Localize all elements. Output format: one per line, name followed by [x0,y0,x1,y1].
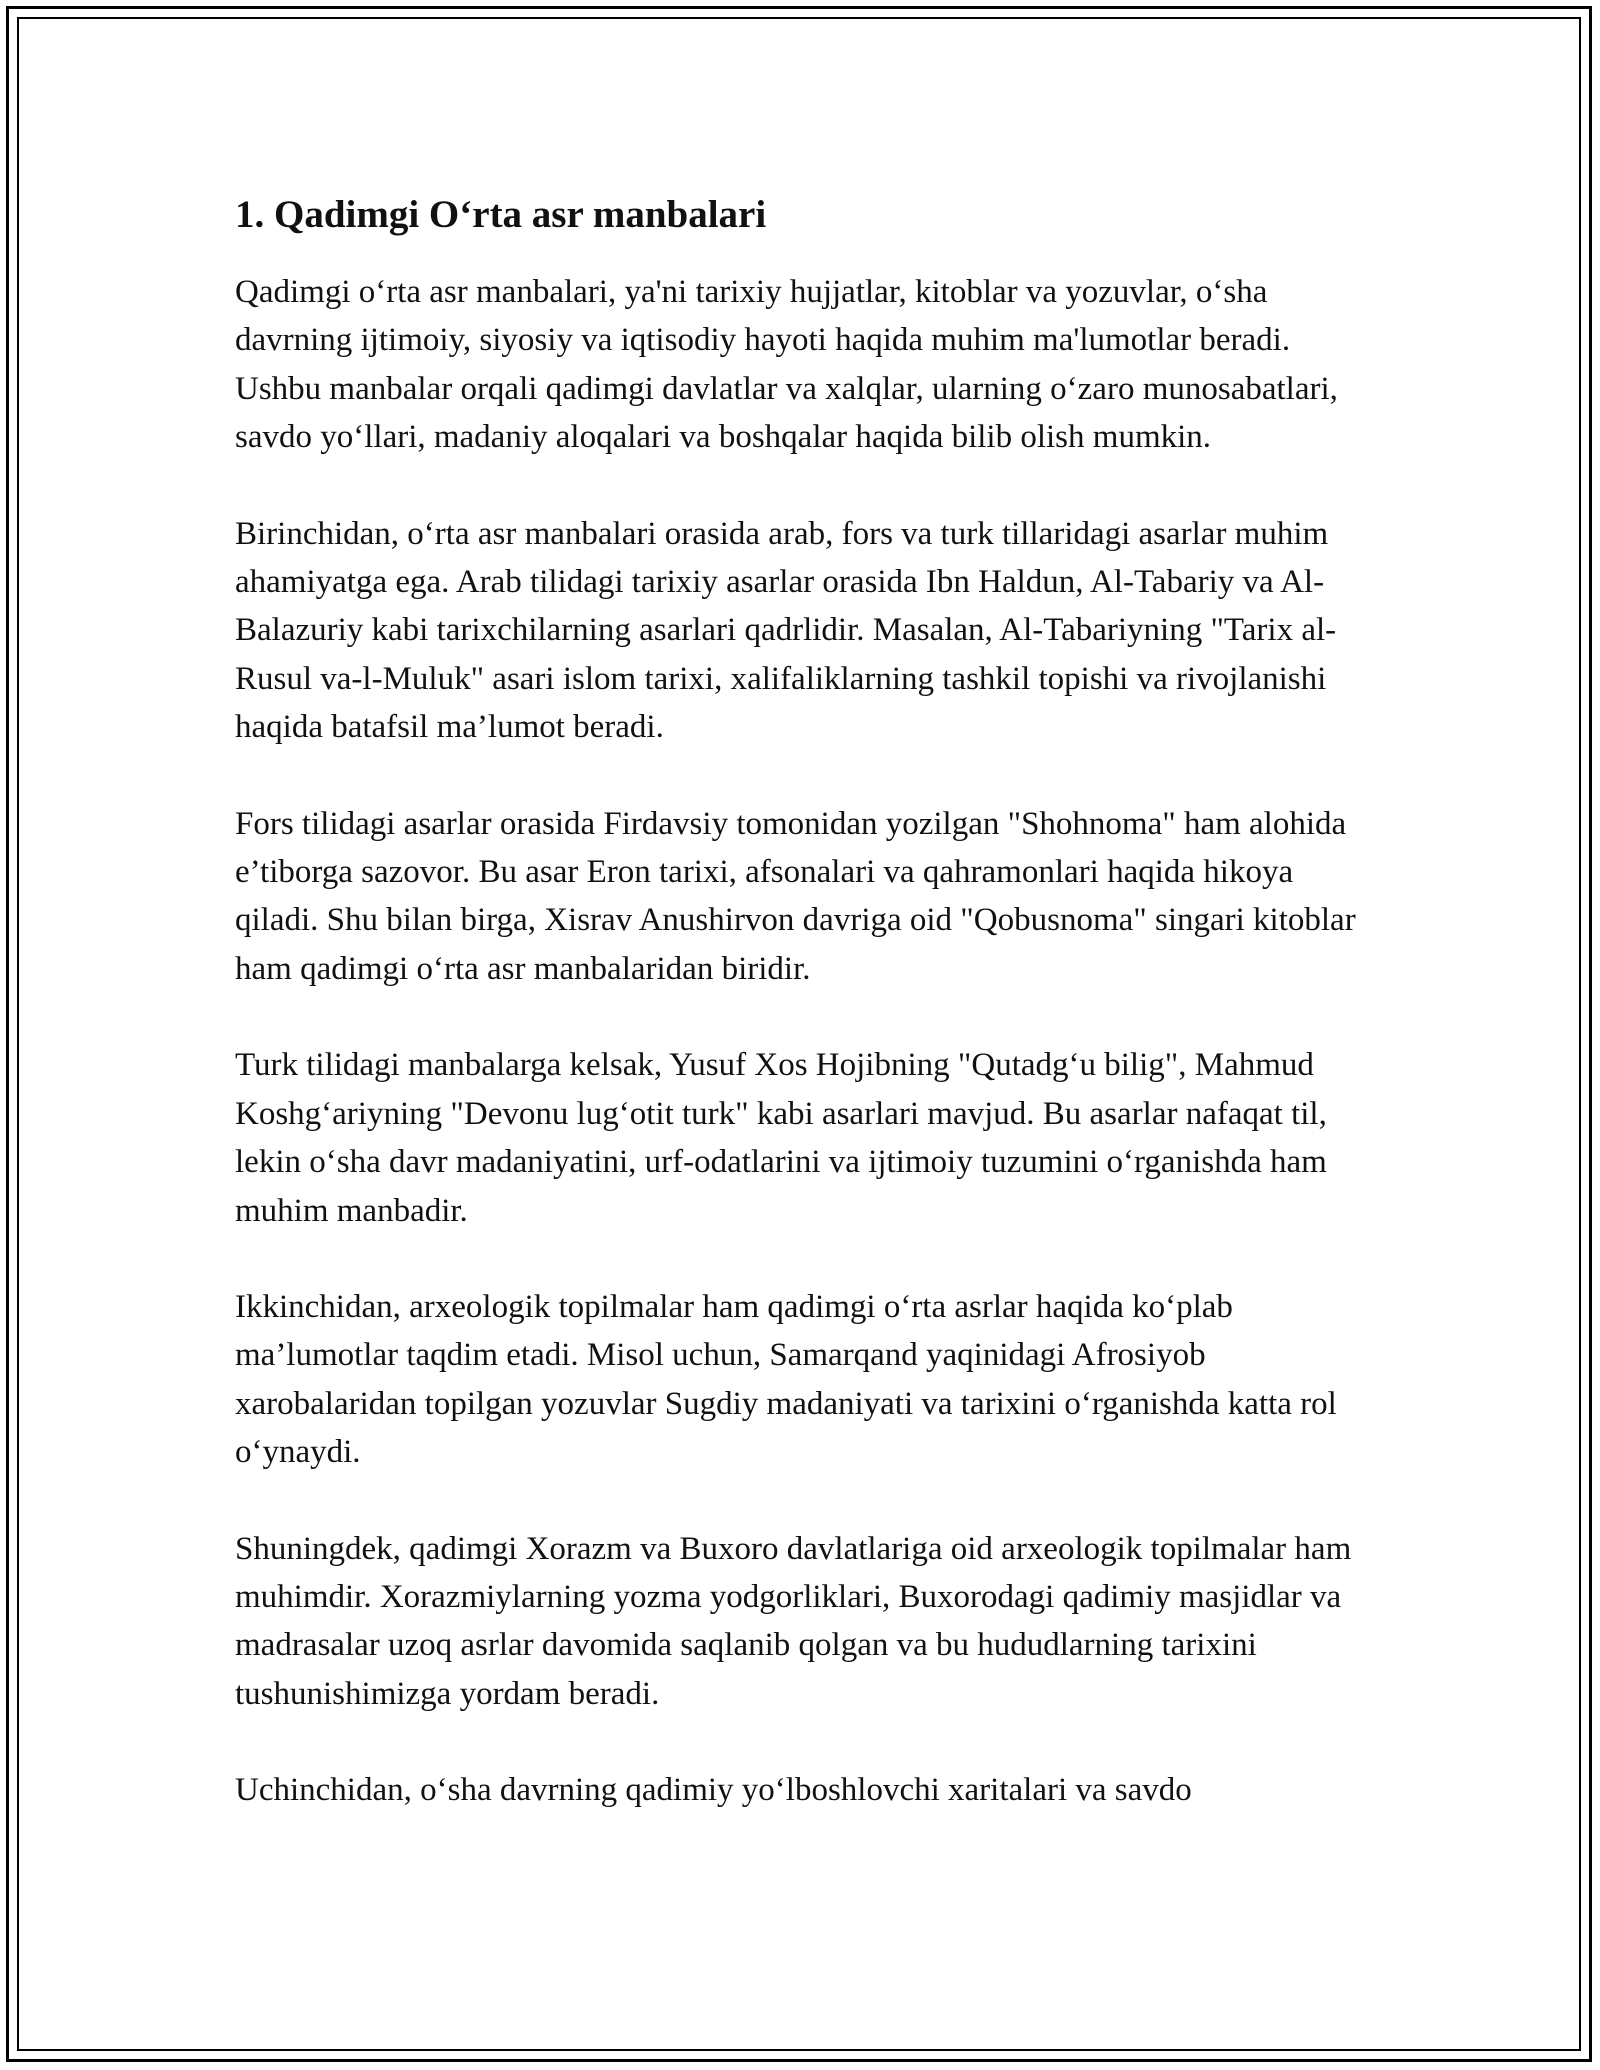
paragraph-intro: Qadimgi o‘rta asr manbalari, ya'ni tarixiy hujjatlar, kitoblar va yozuvlar, o‘sha davrning ijtimoiy, siyosiy va iqtisodiy hayoti haqida muhim ma'lumotlar beradi. Ushbu manbalar orqali qadimgi davlatlar va xalqlar, ularning o‘zaro munosabatlari, savdo yo‘llari, madaniy aloqalari va boshqalar haqida bilib olish mumkin. [235,274,1338,456]
paragraph-persian-sources: Fors tilidagi asarlar orasida Firdavsiy tomonidan yozilgan "Shohnoma" ham alohida e’tiborga sazovor. Bu asar Eron tarixi, afsonalari va qahramonlari haqida hikoya qiladi. Shu bilan birga, Xisrav Anushirvon davriga oid "Qobusnoma" singari kitoblar ham qadimgi o‘rta asr manbalaridan biridir. [235,805,1356,987]
paragraph-archaeology: Ikkinchidan, arxeologik topilmalar ham qadimgi o‘rta asrlar haqida ko‘plab ma’lumotlar taqdim etadi. Misol uchun, Samarqand yaqinidagi Afrosiyob xarobalaridan topilgan yozuvlar Sugdiy madaniyati va tarixini o‘rganishda katta rol o‘ynaydi. [235,1288,1337,1471]
paragraph-maps-trade: Uchinchidan, o‘sha davrning qadimiy yo‘lboshlovchi xaritalari va savdo [235,1772,1192,1809]
paragraph-arabic-sources: Birinchidan, o‘rta asr manbalari orasida arab, fors va turk tillaridagi asarlar muhim ahamiyatga ega. Arab tilidagi tarixiy asarlar orasida Ibn Haldun, Al-Tabariy va Al-Balazuriy kabi tarixchilarning asarlari qadrlidir. Masalan, Al-Tabariyning "Tarix al-Rusul va-l-Muluk" asari islom tarixi, xalifaliklarning tashkil topishi va rivojlanishi haqida batafsil ma’lumot beradi. [235,515,1337,746]
document-body [235,190,1365,1863]
paragraph-khorezm-bukhara: Shuningdek, qadimgi Xorazm va Buxoro davlatlariga oid arxeologik topilmalar ham muhimdir. Xorazmiylarning yozma yodgorliklari, Buxorodagi qadimiy masjidlar va madrasalar uzoq asrlar davomida saqlanib qolgan va bu hududlarning tarixini tushunishimizga yordam beradi. [235,1530,1352,1712]
paragraph-turkic-sources: Turk tilidagi manbalarga kelsak, Yusuf Xos Hojibning "Qutadg‘u bilig", Mahmud Koshg‘ariyning "Devonu lug‘otit turk" kabi asarlari mavjud. Bu asarlar nafaqat til, lekin o‘sha davr madaniyatini, urf-odatlarini va ijtimoiy tuzumini o‘rganishda ham muhim manbadir. [235,1047,1327,1229]
section-heading: 1. Qadimgi O‘rta asr manbalari [235,193,767,236]
